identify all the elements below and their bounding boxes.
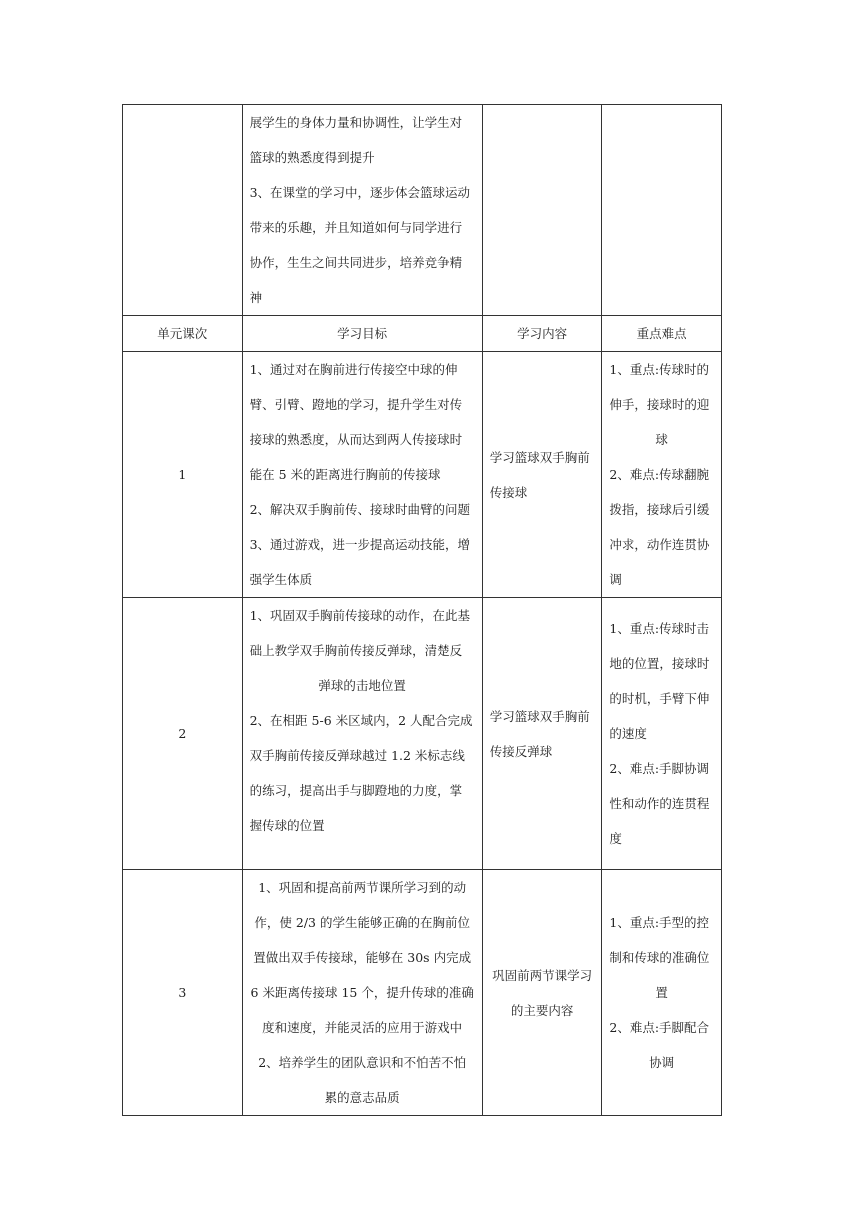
text-line: 篮球的熟悉度得到提升 xyxy=(249,150,375,165)
text-line: 弹球的击地位置 xyxy=(318,678,406,693)
content-cell xyxy=(482,870,602,1116)
table-header-row xyxy=(123,316,722,352)
goal-cell xyxy=(242,870,482,1116)
text-line: 双手胸前传接反弹球越过 1.2 米标志线 xyxy=(249,748,465,763)
lesson-plan-table xyxy=(122,104,722,1116)
header-content: 学习内容 xyxy=(482,316,602,352)
lesson-number: 3 xyxy=(123,870,243,1116)
text-line: 础上教学双手胸前传接反弹球，清楚反 xyxy=(249,643,463,658)
text-line: 1、通过对在胸前进行传接空中球的伸 xyxy=(249,362,458,377)
text-line: 2、解决双手胸前传、接球时曲臂的问题 xyxy=(249,502,471,517)
empty-cell xyxy=(482,105,602,316)
text-line: 的主要内容 xyxy=(510,1002,574,1018)
text-line: 2、培养学生的团队意识和不怕苦不怕 xyxy=(258,1055,467,1070)
text-line: 1、巩固双手胸前传接球的动作，在此基 xyxy=(249,608,471,623)
key-points-cell xyxy=(602,598,722,870)
text-line: 伸手，接球时的迎 xyxy=(609,397,710,412)
text-line: 3、在课堂的学习中，逐步体会篮球运动 xyxy=(249,185,471,200)
text-line: 的速度 xyxy=(609,726,647,741)
text-line: 置 xyxy=(655,985,668,1000)
text-line: 6 米距离传接球 15 个，提升传球的准确 xyxy=(250,985,474,1000)
text-line: 2、难点:手脚配合 xyxy=(609,1020,710,1035)
lesson-number: 2 xyxy=(123,598,243,870)
text-line: 强学生体质 xyxy=(249,572,313,587)
table-row xyxy=(123,870,722,1116)
text-line: 传接球 xyxy=(489,484,528,500)
text-line: 2、在相距 5-6 米区域内，2 人配合完成 xyxy=(249,713,473,728)
text-line: 2、难点:传球翻腕 xyxy=(609,467,710,482)
text-line: 的练习，提高出手与脚蹬地的力度，掌 xyxy=(249,783,463,798)
table-row xyxy=(123,352,722,598)
lesson-number: 1 xyxy=(123,352,243,598)
text-line: 2、难点:手脚协调 xyxy=(609,761,710,776)
text-line: 神 xyxy=(249,290,263,305)
text-line: 协作，生生之间共同进步，培养竞争精 xyxy=(249,255,463,270)
text-line: 度 xyxy=(609,831,622,846)
text-line: 地的位置，接球时 xyxy=(609,656,710,671)
text-line: 巩固前两节课学习 xyxy=(492,967,593,983)
text-line: 3、通过游戏，进一步提高运动技能，增 xyxy=(249,537,471,552)
text-line: 1、重点:手型的控 xyxy=(609,915,710,930)
text-line: 接球的熟悉度，从而达到两人传接球时 xyxy=(249,432,463,447)
text-line: 拨指，接球后引缓 xyxy=(609,502,710,517)
text-line: 协调 xyxy=(649,1055,675,1070)
text-line: 学习篮球双手胸前 xyxy=(489,449,590,465)
text-line: 臂、引臂、蹬地的学习，提升学生对传 xyxy=(249,397,463,412)
text-line: 展学生的身体力量和协调性，让学生对 xyxy=(249,115,463,130)
text-line: 调 xyxy=(609,572,622,587)
goal-cell xyxy=(242,105,482,316)
header-lesson: 单元课次 xyxy=(123,316,243,352)
text-line: 制和传球的准确位 xyxy=(609,950,710,965)
empty-cell xyxy=(123,105,243,316)
key-points-cell xyxy=(602,352,722,598)
empty-cell xyxy=(602,105,722,316)
header-goal: 学习目标 xyxy=(242,316,482,352)
text-line: 的时机，手臂下伸 xyxy=(609,691,710,706)
content-cell xyxy=(482,352,602,598)
text-line: 1、巩固和提高前两节课所学习到的动 xyxy=(258,880,467,895)
text-line: 球 xyxy=(655,432,668,447)
text-line: 置做出双手传接球，能够在 30s 内完成 xyxy=(253,950,472,965)
text-line: 冲求，动作连贯协 xyxy=(609,537,710,552)
content-cell xyxy=(482,598,602,870)
text-line: 1、重点:传球时的 xyxy=(609,362,710,377)
text-line: 作，使 2/3 的学生能够正确的在胸前位 xyxy=(254,915,470,930)
text-line: 累的意志品质 xyxy=(324,1090,400,1105)
table-row-continuation xyxy=(123,105,722,316)
goal-cell xyxy=(242,598,482,870)
text-line: 学习篮球双手胸前 xyxy=(489,708,590,724)
text-line: 度和速度，并能灵活的应用于游戏中 xyxy=(262,1020,463,1035)
text-line: 传接反弹球 xyxy=(489,743,553,759)
text-line: 能在 5 米的距离进行胸前的传接球 xyxy=(249,467,441,482)
key-points-cell xyxy=(602,870,722,1116)
text-line: 带来的乐趣，并且知道如何与同学进行 xyxy=(249,220,463,235)
header-key-points: 重点难点 xyxy=(602,316,722,352)
table-row xyxy=(123,598,722,870)
text-line: 1、重点:传球时击 xyxy=(609,621,710,636)
text-line: 握传球的位置 xyxy=(249,818,325,833)
text-line: 性和动作的连贯程 xyxy=(609,796,710,811)
goal-cell xyxy=(242,352,482,598)
